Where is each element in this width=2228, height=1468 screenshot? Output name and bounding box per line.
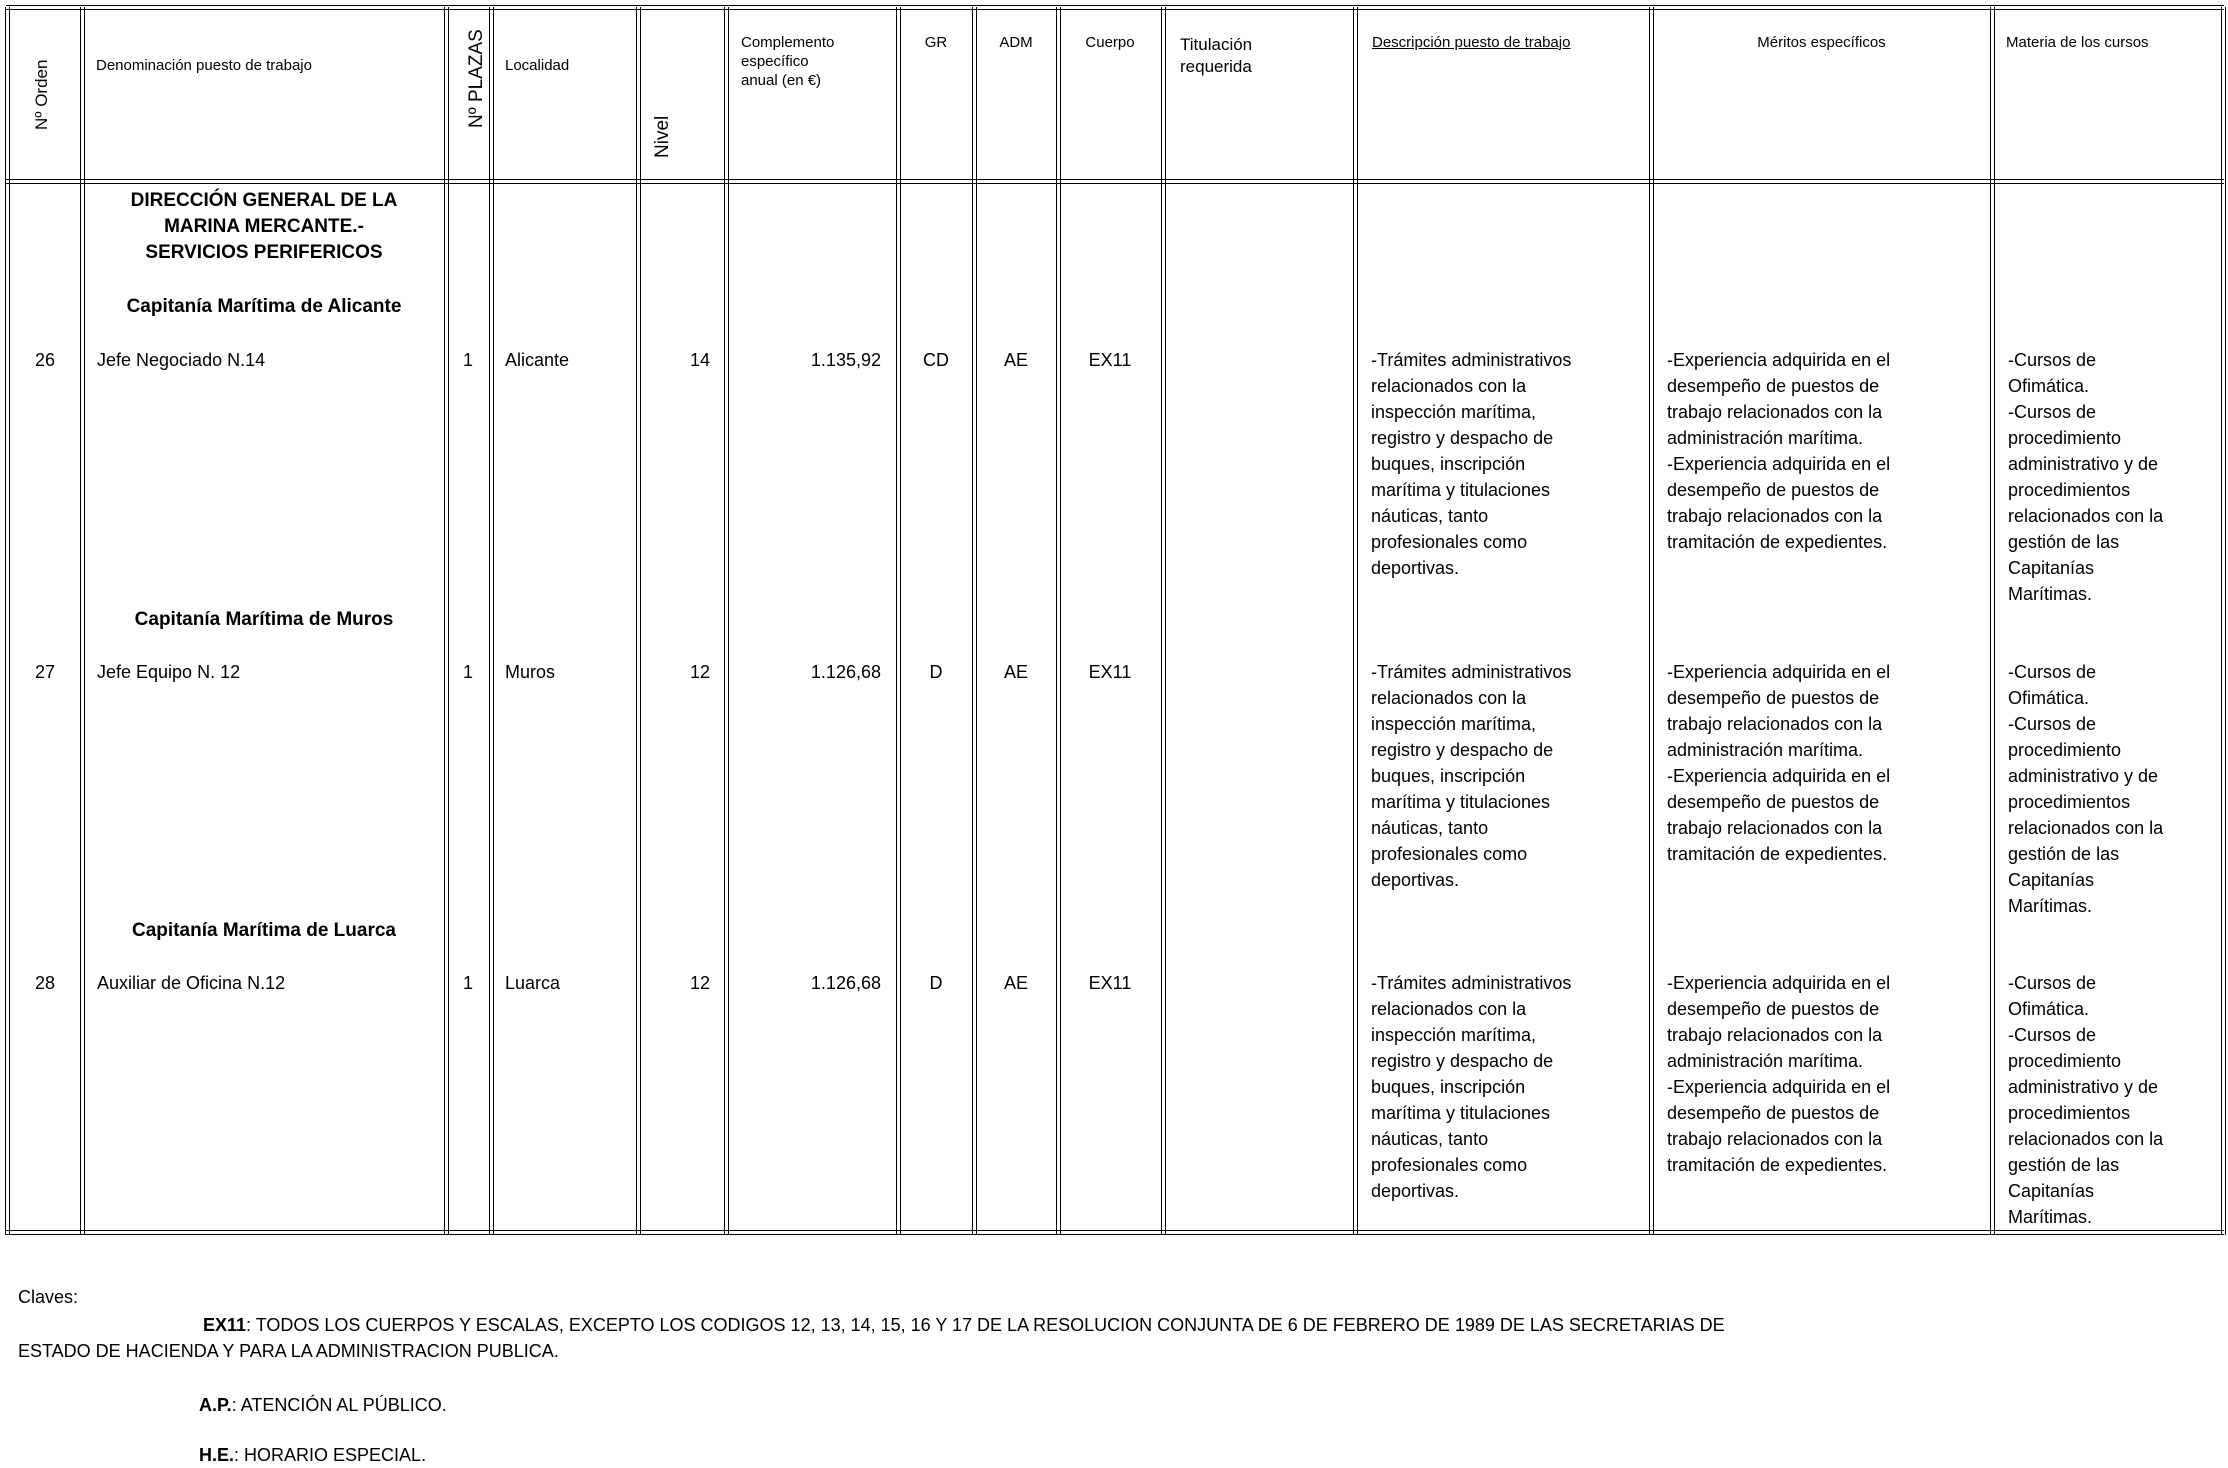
cell-plazas: 1	[463, 662, 474, 682]
cell-orden: 28	[34, 973, 56, 993]
he-code: H.E.	[199, 1445, 235, 1465]
cell-meritos: -Experiencia adquirida en el desempeño de puestos de trabajo relacionados con la administración marítima. -Experiencia adquirida en el desempeño de puestos de trabajo relacionados con la tramitación de expedientes.	[1667, 662, 1891, 864]
table-top-border	[6, 5, 2224, 10]
column-divider	[972, 7, 977, 1235]
cell-denominacion: Jefe Equipo N. 12	[97, 662, 241, 682]
header-orden: Nº Orden	[32, 59, 51, 130]
cell-denominacion: Jefe Negociado N.14	[97, 350, 266, 370]
group-title: Capitanía Marítima de Muros	[134, 609, 394, 630]
column-divider	[1161, 7, 1166, 1235]
cell-gr: D	[929, 973, 943, 993]
column-divider	[489, 7, 494, 1235]
he-text: : HORARIO ESPECIAL.	[234, 1445, 427, 1465]
table-bottom-border	[6, 1230, 2224, 1235]
column-divider	[1353, 7, 1358, 1235]
cell-localidad: Luarca	[505, 973, 561, 993]
cell-complemento: 1.126,68	[810, 662, 881, 682]
cell-gr: CD	[923, 350, 949, 370]
cell-descripcion: -Trámites administrativos relacionados con la inspección marítima, registro y despacho de buques, inscripción marítima y titulaciones náuticas, tanto profesionales como deportivas.	[1371, 662, 1572, 890]
ex11-text: : TODOS LOS CUERPOS Y ESCALAS, EXCEPTO LOS CODIGOS 12, 13, 14, 15, 16 Y 17 DE LA RESOLUCION CONJUNTA DE 6 DE FEBRERO DE 1989 DE LAS SECRETARIAS DE	[246, 1315, 1725, 1335]
ap-code: A.P.	[199, 1395, 232, 1415]
cell-denominacion: Auxiliar de Oficina N.12	[97, 973, 286, 993]
cell-cuerpo: EX11	[1088, 350, 1132, 370]
cell-materia: -Cursos de Ofimática. -Cursos de procedimiento administrativo y de procedimientos relacionados con la gestión de las Capitanías Marítimas.	[2008, 973, 2164, 1227]
column-divider	[5, 7, 10, 1235]
cell-orden: 26	[34, 350, 56, 370]
cell-complemento: 1.135,92	[810, 350, 881, 370]
cell-plazas: 1	[463, 973, 474, 993]
cell-localidad: Alicante	[505, 350, 570, 370]
header-meritos: Méritos específicos	[1757, 34, 1886, 51]
cell-meritos: -Experiencia adquirida en el desempeño de puestos de trabajo relacionados con la administración marítima. -Experiencia adquirida en el desempeño de puestos de trabajo relacionados con la tramitación de expedientes.	[1667, 973, 1891, 1175]
cell-descripcion: -Trámites administrativos relacionados con la inspección marítima, registro y despacho de buques, inscripción marítima y titulaciones náuticas, tanto profesionales como deportivas.	[1371, 350, 1572, 578]
claves-ap	[199, 1392, 447, 1418]
group-title: Capitanía Marítima de Alicante	[126, 296, 402, 317]
cell-plazas: 1	[463, 350, 474, 370]
claves-label: Claves:	[18, 1287, 79, 1307]
ap-text: : ATENCIÓN AL PÚBLICO.	[231, 1395, 447, 1415]
cell-localidad: Muros	[505, 662, 556, 682]
header-complemento: Complemento específico anual (en €)	[741, 34, 835, 89]
column-divider	[636, 7, 641, 1235]
cell-nivel: 14	[689, 350, 710, 370]
cell-cuerpo: EX11	[1088, 662, 1132, 682]
column-divider	[1649, 7, 1654, 1235]
cell-orden: 27	[34, 662, 56, 682]
group-title: Capitanía Marítima de Luarca	[132, 920, 396, 941]
column-divider	[1056, 7, 1061, 1235]
column-divider	[724, 7, 729, 1235]
header-nivel: Nivel	[652, 115, 673, 158]
header-titulacion: Titulación requerida	[1180, 35, 1253, 76]
header-materia: Materia de los cursos	[2006, 34, 2149, 51]
column-divider	[896, 7, 901, 1235]
header-cuerpo: Cuerpo	[1085, 34, 1135, 51]
cell-gr: D	[929, 662, 943, 682]
header-plazas: Nº PLAZAS	[466, 29, 487, 128]
column-divider	[444, 7, 449, 1235]
header-bottom-border	[6, 179, 2224, 184]
cell-cuerpo: EX11	[1088, 973, 1132, 993]
header-denominacion: Denominación puesto de trabajo	[96, 57, 312, 74]
cell-adm: AE	[1003, 973, 1028, 993]
cell-nivel: 12	[689, 662, 710, 682]
cell-complemento: 1.126,68	[810, 973, 881, 993]
header-gr: GR	[924, 34, 948, 51]
cell-materia: -Cursos de Ofimática. -Cursos de procedimiento administrativo y de procedimientos relacionados con la gestión de las Capitanías Marítimas.	[2008, 662, 2164, 916]
ex11-code: EX11	[203, 1315, 247, 1335]
header-descripcion: Descripción puesto de trabajo	[1372, 34, 1571, 51]
cell-materia: -Cursos de Ofimática. -Cursos de procedimiento administrativo y de procedimientos relacionados con la gestión de las Capitanías Marítimas.	[2008, 350, 2164, 604]
cell-nivel: 12	[689, 973, 710, 993]
cell-adm: AE	[1003, 662, 1028, 682]
claves-he	[199, 1442, 426, 1468]
header-localidad: Localidad	[505, 57, 570, 74]
column-divider	[2221, 7, 2226, 1235]
header-adm: ADM	[999, 34, 1033, 51]
section-title: DIRECCIÓN GENERAL DE LA MARINA MERCANTE.- SERVICIOS PERIFERICOS	[130, 190, 398, 263]
ex11-text-continued: ESTADO DE HACIENDA Y PARA LA ADMINISTRACION PUBLICA.	[18, 1341, 559, 1361]
cell-meritos: -Experiencia adquirida en el desempeño de puestos de trabajo relacionados con la administración marítima. -Experiencia adquirida en el desempeño de puestos de trabajo relacionados con la tramitación de expedientes.	[1667, 350, 1891, 552]
cell-adm: AE	[1003, 350, 1028, 370]
claves-ex11	[203, 1312, 1725, 1338]
column-divider	[1990, 7, 1995, 1235]
cell-descripcion: -Trámites administrativos relacionados con la inspección marítima, registro y despacho de buques, inscripción marítima y titulaciones náuticas, tanto profesionales como deportivas.	[1371, 973, 1572, 1201]
